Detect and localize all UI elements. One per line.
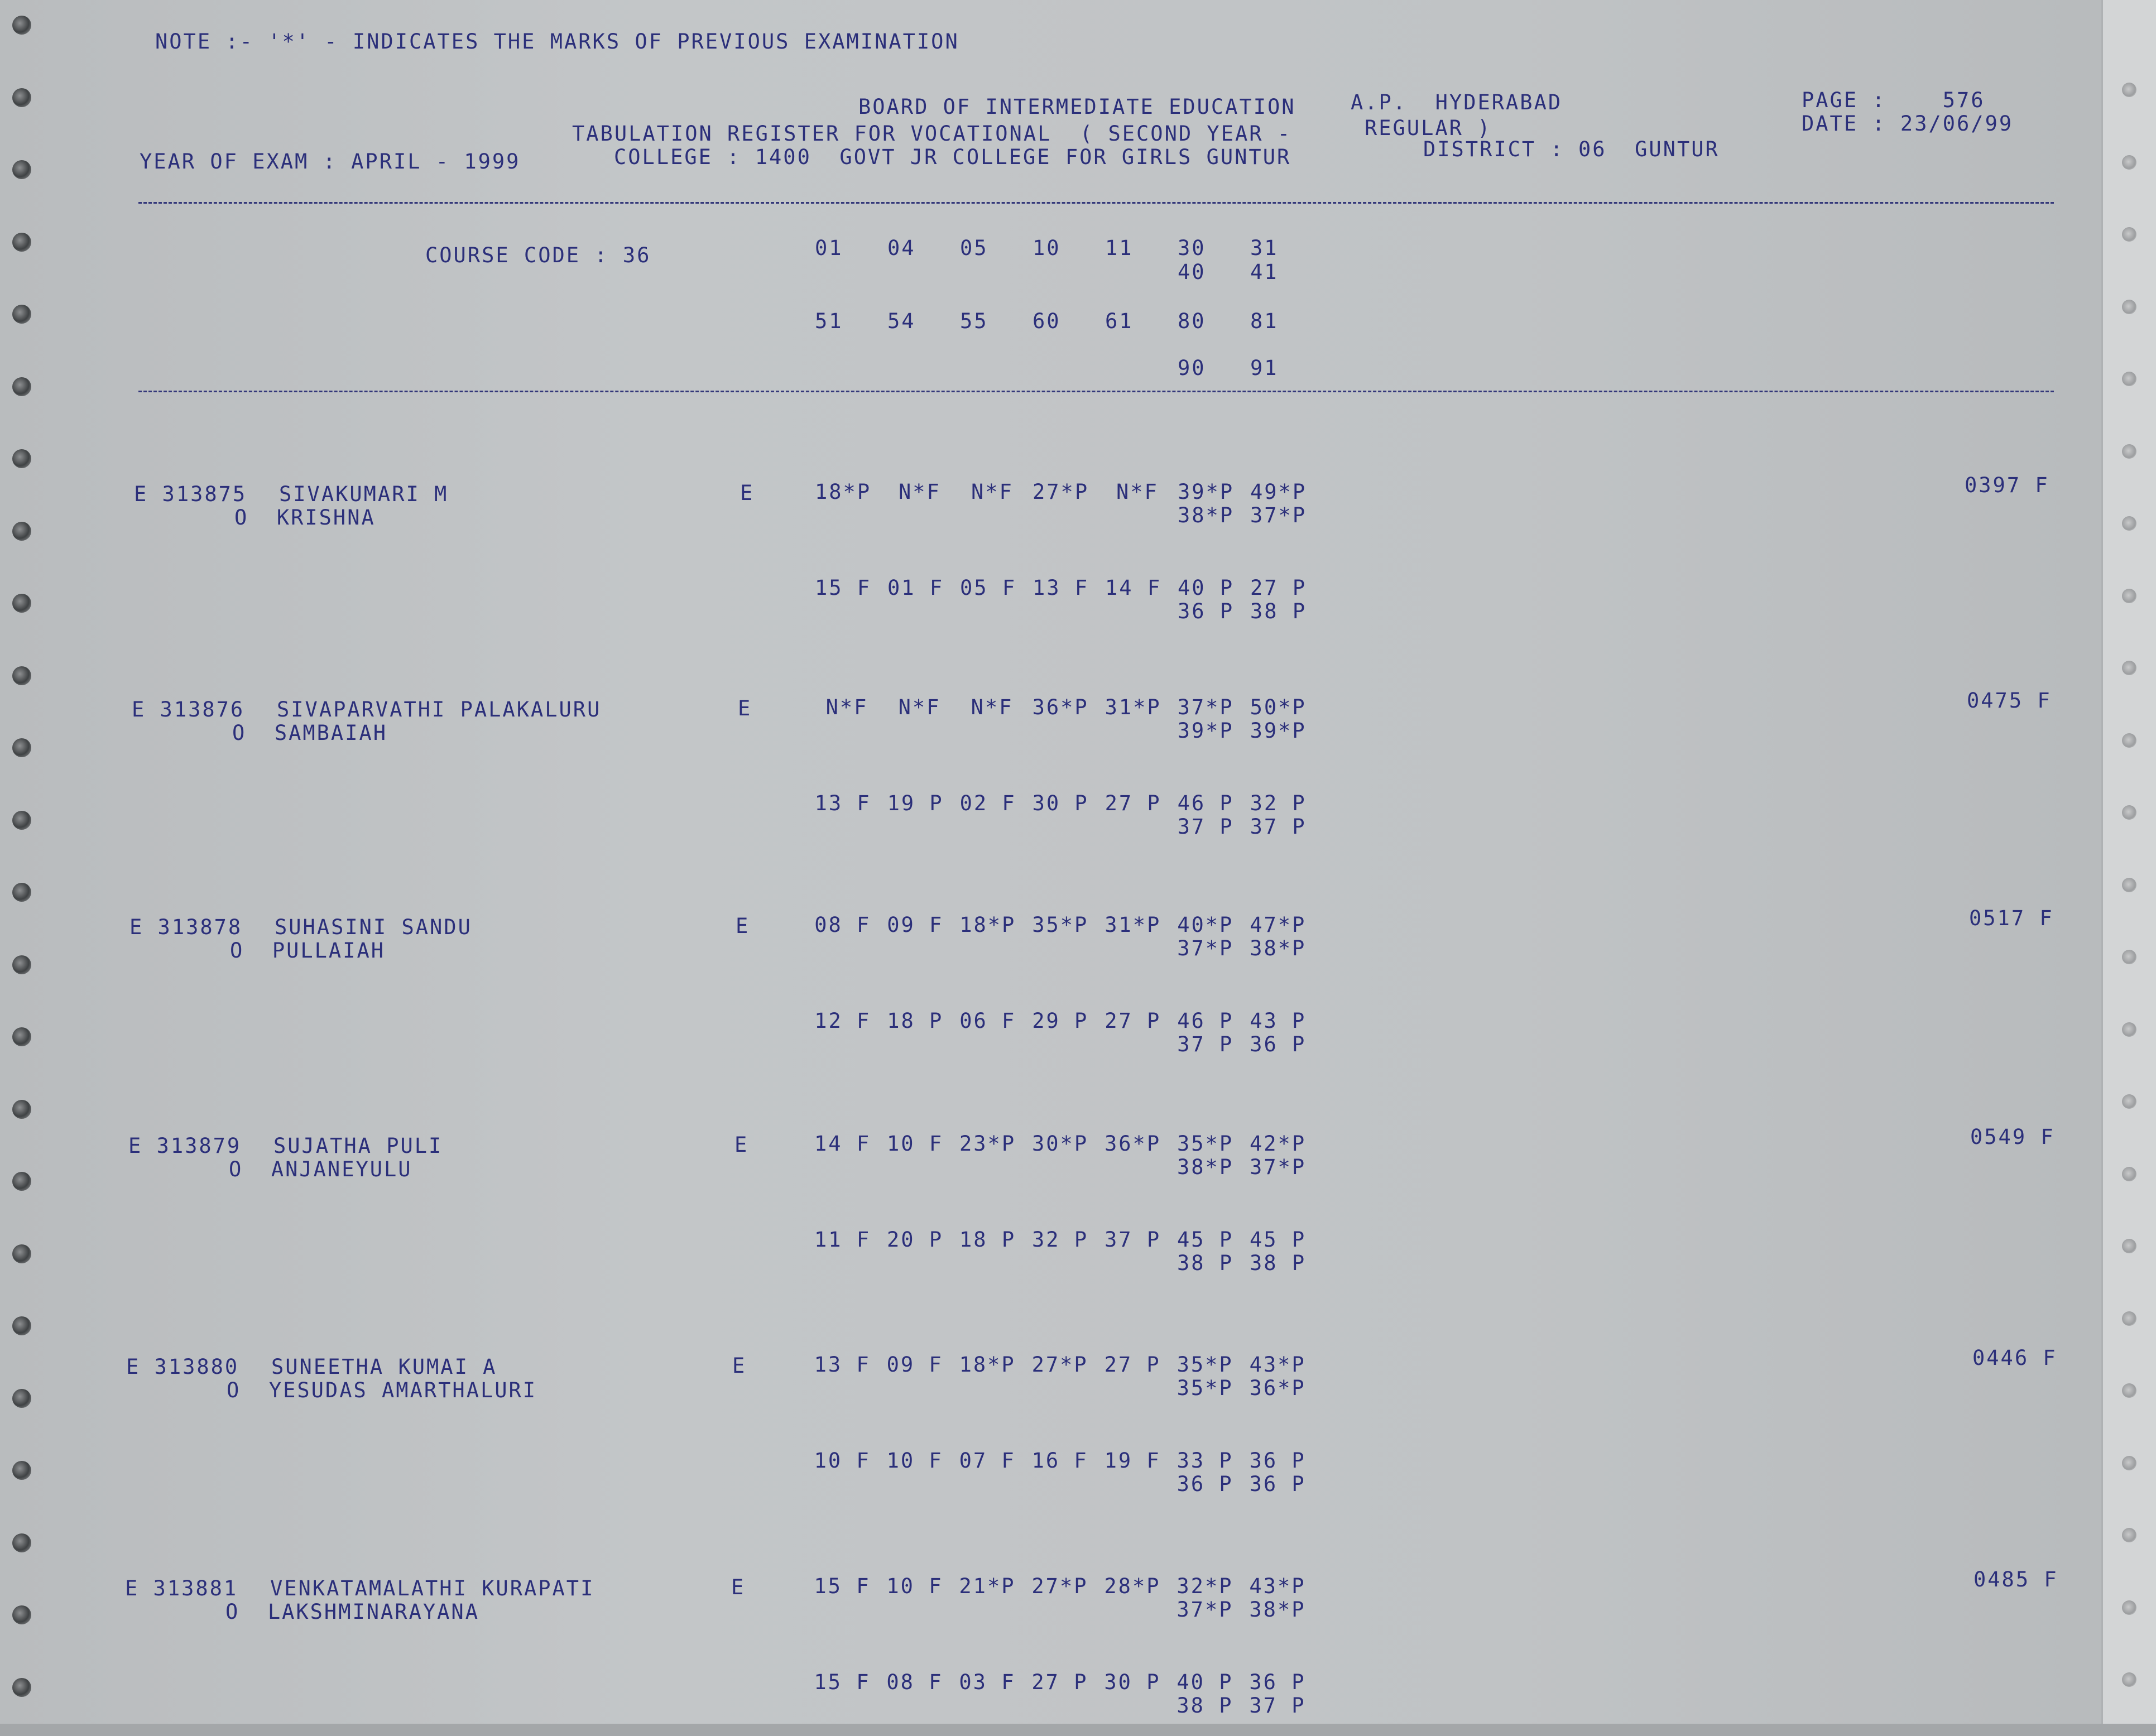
mark-cell: N*F xyxy=(899,480,941,504)
mark-cell: 36 P xyxy=(1178,599,1235,623)
mark-cell: 23*P xyxy=(959,1132,1016,1156)
subject-code: 90 xyxy=(1178,356,1206,380)
mark-cell: 46 P xyxy=(1177,1009,1234,1033)
divider-bottom xyxy=(138,391,2054,392)
page-number: PAGE : 576 xyxy=(1802,88,1985,112)
student-name: SIVAKUMARI M xyxy=(279,482,449,506)
mark-cell: 08 F xyxy=(814,913,871,937)
mark-cell: 43 P xyxy=(1250,1009,1307,1033)
course-code: COURSE CODE : 36 xyxy=(425,243,651,267)
subject-code: 80 xyxy=(1178,309,1206,333)
district: DISTRICT : 06 GUNTUR xyxy=(1423,137,1720,161)
mark-cell: 39*P xyxy=(1178,480,1235,504)
feed-hole xyxy=(12,160,31,179)
mark-cell: 19 P xyxy=(887,791,944,815)
roll-number: E 313879 xyxy=(128,1134,242,1158)
feed-hole xyxy=(2122,1022,2136,1037)
mark-cell: 49*P xyxy=(1250,480,1307,504)
student-name: SUJATHA PULI xyxy=(273,1134,443,1158)
mark-cell: 31*P xyxy=(1105,695,1161,719)
mark-cell: 36*P xyxy=(1249,1376,1306,1400)
subject-code: 11 xyxy=(1105,236,1134,260)
mark-cell: 32*P xyxy=(1177,1574,1233,1598)
medium: E xyxy=(731,1575,746,1599)
mark-cell: 36 P xyxy=(1249,1449,1306,1473)
mark-cell: 36 P xyxy=(1249,1472,1306,1496)
feed-hole xyxy=(12,1678,31,1697)
mark-cell: 15 F xyxy=(814,1670,871,1694)
mark-cell: 35*P xyxy=(1177,1132,1234,1156)
total-result: 0446 F xyxy=(1972,1346,2057,1370)
student-name: SUNEETHA KUMAI A xyxy=(271,1355,497,1379)
mark-cell: 36 P xyxy=(1249,1670,1306,1694)
feed-hole xyxy=(12,1100,31,1119)
feed-hole xyxy=(2122,155,2136,170)
mark-cell: N*F xyxy=(898,695,941,719)
mark-cell: 32 P xyxy=(1032,1228,1089,1252)
mark-cell: 20 P xyxy=(887,1228,944,1252)
mark-cell: 40 P xyxy=(1178,576,1235,600)
mark-cell: 42*P xyxy=(1250,1132,1307,1156)
parent-name: O ANJANEYULU xyxy=(229,1157,412,1181)
feed-hole xyxy=(2122,1672,2136,1687)
medium: E xyxy=(738,696,752,720)
mark-cell: N*F xyxy=(825,695,868,719)
feed-hole xyxy=(12,1389,31,1408)
student-name: SIVAPARVATHI PALAKALURU xyxy=(277,698,602,722)
mark-cell: 29 P xyxy=(1032,1009,1089,1033)
feed-hole xyxy=(2122,444,2136,459)
mark-cell: 38 P xyxy=(1250,599,1307,623)
mark-cell: 30 P xyxy=(1104,1670,1161,1694)
mark-cell: 13 F xyxy=(1033,576,1089,600)
mark-cell: 02 F xyxy=(959,791,1016,815)
feed-hole xyxy=(12,16,31,35)
mark-cell: 27 P xyxy=(1031,1670,1088,1694)
student-name: VENKATAMALATHI KURAPATI xyxy=(270,1576,595,1600)
mark-cell: 03 F xyxy=(959,1670,1016,1694)
medium: E xyxy=(736,914,750,938)
mark-cell: 36 P xyxy=(1250,1032,1307,1056)
roll-number: E 313878 xyxy=(129,915,243,939)
feed-hole xyxy=(12,522,31,541)
mark-cell: 27*P xyxy=(1031,1353,1088,1377)
total-result: 0485 F xyxy=(1973,1567,2058,1591)
mark-cell: N*F xyxy=(1116,480,1159,504)
mark-cell: 10 F xyxy=(814,1449,871,1473)
feed-hole xyxy=(12,233,31,252)
mark-cell: 31*P xyxy=(1105,913,1161,937)
roll-number: E 313880 xyxy=(126,1355,239,1379)
subject-code: 51 xyxy=(815,309,843,333)
mark-cell: 43*P xyxy=(1249,1574,1306,1598)
mark-cell: 12 F xyxy=(814,1009,871,1033)
feed-hole xyxy=(12,666,31,685)
mark-cell: 18 P xyxy=(887,1009,944,1033)
mark-cell: 37 P xyxy=(1177,1032,1234,1056)
mark-cell: 36*P xyxy=(1032,695,1089,719)
subject-code: 54 xyxy=(887,309,916,333)
mark-cell: 14 F xyxy=(814,1132,871,1156)
exam-type: REGULAR ) xyxy=(1365,116,1492,140)
medium: E xyxy=(732,1354,747,1378)
total-result: 0475 F xyxy=(1967,689,2052,713)
mark-cell: 30 P xyxy=(1032,791,1089,815)
year-of-exam: YEAR OF EXAM : APRIL - 1999 xyxy=(140,150,521,174)
feed-hole xyxy=(12,449,31,468)
mark-cell: 09 F xyxy=(886,1353,943,1377)
feed-hole xyxy=(2122,300,2136,314)
feed-hole xyxy=(2122,516,2136,531)
mark-cell: 21*P xyxy=(959,1574,1016,1598)
feed-hole xyxy=(2122,1311,2136,1326)
parent-name: O SAMBAIAH xyxy=(232,721,388,745)
divider-top xyxy=(138,202,2054,204)
mark-cell: 11 F xyxy=(814,1228,871,1252)
feed-hole xyxy=(12,1027,31,1046)
subject-code: 10 xyxy=(1033,236,1061,260)
feed-hole xyxy=(12,1244,31,1263)
mark-cell: 38*P xyxy=(1249,1598,1306,1622)
student-name: SUHASINI SANDU xyxy=(275,915,472,939)
feed-hole xyxy=(2122,805,2136,820)
mark-cell: 47*P xyxy=(1250,913,1307,937)
subject-code: 60 xyxy=(1033,309,1061,333)
parent-name: O PULLAIAH xyxy=(230,939,386,963)
mark-cell: 38 P xyxy=(1177,1694,1233,1718)
mark-cell: 37 P xyxy=(1105,1228,1161,1252)
subject-code: 91 xyxy=(1250,356,1279,380)
mark-cell: 10 F xyxy=(887,1132,944,1156)
mark-cell: 06 F xyxy=(959,1009,1016,1033)
feed-hole xyxy=(2122,1094,2136,1109)
feed-hole xyxy=(2122,878,2136,892)
mark-cell: 09 F xyxy=(887,913,944,937)
mark-cell: 13 F xyxy=(814,791,871,815)
feed-hole xyxy=(12,1533,31,1552)
feed-hole xyxy=(2122,950,2136,964)
medium: E xyxy=(740,481,755,505)
mark-cell: 33 P xyxy=(1177,1449,1233,1473)
subject-code: 41 xyxy=(1250,260,1279,284)
mark-cell: N*F xyxy=(971,480,1014,504)
college-name: COLLEGE : 1400 GOVT JR COLLEGE FOR GIRLS GUNTUR xyxy=(614,145,1291,169)
print-date: DATE : 23/06/99 xyxy=(1802,112,2014,136)
mark-cell: 37*P xyxy=(1177,695,1234,719)
mark-cell: 27*P xyxy=(1031,1574,1088,1598)
subject-code: 05 xyxy=(960,236,988,260)
mark-cell: 38 P xyxy=(1250,1251,1307,1275)
mark-cell: 18*P xyxy=(959,1353,1016,1377)
roll-number: E 313876 xyxy=(132,698,245,722)
mark-cell: 05 F xyxy=(960,576,1017,600)
mark-cell: 01 F xyxy=(887,576,944,600)
feed-hole xyxy=(12,1316,31,1335)
parent-name: O YESUDAS AMARTHALURI xyxy=(227,1378,537,1402)
feed-hole xyxy=(2122,1239,2136,1253)
perforated-edge xyxy=(2101,0,2156,1736)
mark-cell: 19 F xyxy=(1104,1449,1161,1473)
mark-cell: 18 P xyxy=(959,1228,1016,1252)
mark-cell: 36 P xyxy=(1177,1472,1233,1496)
roll-number: E 313881 xyxy=(125,1576,238,1600)
mark-cell: 43*P xyxy=(1249,1353,1306,1377)
feed-hole xyxy=(12,811,31,830)
mark-cell: 16 F xyxy=(1031,1449,1088,1473)
mark-cell: 45 P xyxy=(1250,1228,1307,1252)
mark-cell: 35*P xyxy=(1177,1376,1233,1400)
mark-cell: 18*P xyxy=(959,913,1016,937)
mark-cell: 10 F xyxy=(886,1574,943,1598)
subject-code: 30 xyxy=(1178,236,1206,260)
mark-cell: 38 P xyxy=(1177,1251,1234,1275)
subject-code: 01 xyxy=(815,236,843,260)
mark-cell: 40*P xyxy=(1177,913,1234,937)
mark-cell: 38*P xyxy=(1178,503,1235,527)
mark-cell: 07 F xyxy=(959,1449,1016,1473)
mark-cell: 15 F xyxy=(815,576,872,600)
feed-hole xyxy=(2122,1528,2136,1542)
feed-hole xyxy=(12,305,31,324)
mark-cell: 10 F xyxy=(886,1449,943,1473)
mark-cell: 30*P xyxy=(1032,1132,1089,1156)
feed-hole xyxy=(12,1605,31,1624)
mark-cell: 27 P xyxy=(1105,791,1161,815)
mark-cell: 08 F xyxy=(886,1670,943,1694)
subject-code: 55 xyxy=(960,309,988,333)
board-title: BOARD OF INTERMEDIATE EDUCATION xyxy=(858,95,1296,119)
mark-cell: 27 P xyxy=(1104,1353,1161,1377)
roll-number: E 313875 xyxy=(134,482,247,506)
total-result: 0517 F xyxy=(1969,906,2054,930)
mark-cell: 35*P xyxy=(1177,1353,1233,1377)
feed-hole xyxy=(2122,733,2136,748)
feed-hole xyxy=(12,1461,31,1480)
mark-cell: 39*P xyxy=(1177,719,1234,743)
feed-hole xyxy=(2122,227,2136,242)
mark-cell: 38*P xyxy=(1250,936,1307,960)
mark-cell: 15 F xyxy=(814,1574,871,1598)
feed-hole xyxy=(2122,661,2136,675)
subject-code: 61 xyxy=(1105,309,1134,333)
total-result: 0549 F xyxy=(1970,1125,2055,1149)
feed-hole xyxy=(2122,372,2136,386)
mark-cell: 37 P xyxy=(1249,1694,1306,1718)
mark-cell: 14 F xyxy=(1105,576,1162,600)
mark-cell: 27 P xyxy=(1250,576,1307,600)
mark-cell: 36*P xyxy=(1105,1132,1161,1156)
register-title: TABULATION REGISTER FOR VOCATIONAL ( SECOND YEAR - xyxy=(572,122,1292,146)
mark-cell: 27 P xyxy=(1105,1009,1161,1033)
mark-cell: 45 P xyxy=(1177,1228,1234,1252)
state-city: A.P. HYDERABAD xyxy=(1351,90,1563,114)
mark-cell: 46 P xyxy=(1177,791,1234,815)
mark-cell: 37*P xyxy=(1177,1598,1233,1622)
mark-cell: 28*P xyxy=(1104,1574,1161,1598)
feed-hole xyxy=(2122,1383,2136,1398)
feed-hole xyxy=(12,88,31,107)
mark-cell: 32 P xyxy=(1250,791,1307,815)
feed-hole xyxy=(12,594,31,613)
subject-code: 40 xyxy=(1178,260,1206,284)
mark-cell: 37 P xyxy=(1250,815,1307,839)
mark-cell: 37 P xyxy=(1177,815,1234,839)
mark-cell: 38*P xyxy=(1177,1155,1234,1179)
feed-hole xyxy=(12,1172,31,1191)
mark-cell: 13 F xyxy=(814,1353,871,1377)
feed-hole xyxy=(12,377,31,396)
subject-code: 04 xyxy=(887,236,916,260)
feed-hole xyxy=(2122,83,2136,97)
feed-hole xyxy=(2122,1167,2136,1181)
subject-code: 81 xyxy=(1250,309,1279,333)
total-result: 0397 F xyxy=(1965,473,2049,497)
mark-cell: 40 P xyxy=(1177,1670,1233,1694)
mark-cell: 37*P xyxy=(1250,1155,1307,1179)
subject-code: 31 xyxy=(1250,236,1279,260)
feed-hole xyxy=(2122,1600,2136,1615)
mark-cell: 39*P xyxy=(1250,719,1307,743)
note-line: NOTE :- '*' - INDICATES THE MARKS OF PREVIOUS EXAMINATION xyxy=(155,30,959,54)
mark-cell: 27*P xyxy=(1033,480,1089,504)
mark-cell: 18*P xyxy=(815,480,872,504)
sheet-bottom-edge xyxy=(0,1724,2156,1736)
parent-name: O LAKSHMINARAYANA xyxy=(225,1600,479,1624)
feed-hole xyxy=(12,738,31,757)
mark-cell: 50*P xyxy=(1250,695,1307,719)
feed-hole xyxy=(2122,1456,2136,1470)
mark-cell: 35*P xyxy=(1032,913,1089,937)
mark-cell: N*F xyxy=(971,695,1014,719)
mark-cell: 37*P xyxy=(1177,936,1234,960)
feed-hole xyxy=(12,955,31,974)
mark-cell: 37*P xyxy=(1250,503,1307,527)
parent-name: O KRISHNA xyxy=(234,506,376,530)
feed-hole xyxy=(12,883,31,902)
feed-hole xyxy=(2122,589,2136,603)
medium: E xyxy=(734,1133,749,1157)
